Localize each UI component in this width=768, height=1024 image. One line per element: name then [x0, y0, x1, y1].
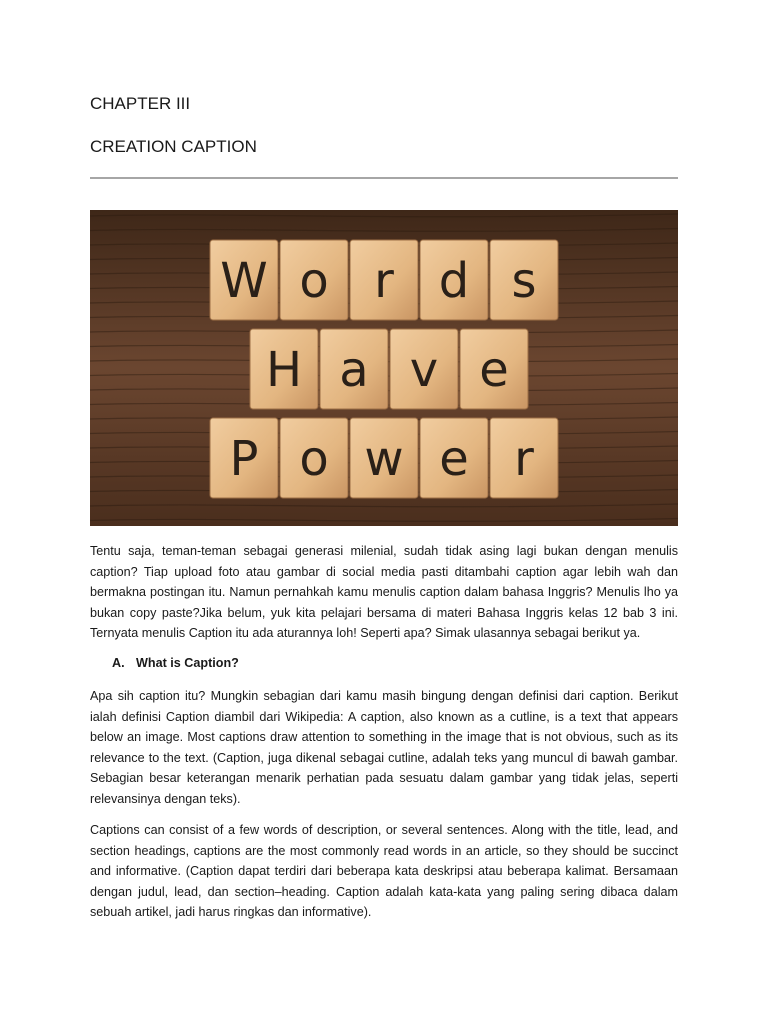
letter-tile: [320, 329, 388, 409]
tile-letter: e: [479, 342, 509, 398]
letter-tile: [280, 240, 348, 320]
definition-paragraph-text: Apa sih caption itu? Mungkin sebagian dari kamu masih bingung dengan definisi dari caption. Berikut ialah definisi Caption diambil dari Wikipedia: A caption, also known as a cutline, is a text that appears below an image. Most captions draw attention to something in the image that is not obvious, such as its relevance to the text. (Caption, juga dikenal sebagai cutline, adalah teks yang muncul di bawah gambar. Sebagian besar keterangan menarik perhatian pada sesuatu dalam gambar yang tidak jelas, seperti relevansinya dengan teks).: [90, 689, 678, 806]
tile-letter: r: [374, 253, 394, 309]
tile-letter: v: [409, 342, 439, 398]
intro-paragraph: [90, 541, 678, 644]
title-divider: [90, 177, 678, 179]
letter-tile: [210, 418, 278, 498]
words-have-power-image: [90, 210, 678, 526]
section-heading-a: [112, 656, 239, 670]
letter-tile: [460, 329, 528, 409]
tile-letter: r: [514, 431, 534, 487]
chapter-label: CHAPTER III: [90, 94, 191, 113]
letter-tile: [350, 418, 418, 498]
caption-details-paragraph-text: Captions can consist of a few words of description, or several sentences. Along with the title, lead, and section headings, captions are the most commonly read words in an article, so they should be succinct and informative. (Caption dapat terdiri dari beberapa kata deskripsi atau beberapa kalimat. Bersamaan dengan judul, lead, dan section–heading. Caption adalah kata-kata yang paling sering dibaca dalam sebuah artikel, jadi harus ringkas dan informative).: [90, 823, 678, 920]
tile-letter: o: [299, 253, 329, 309]
caption-details-paragraph: [90, 820, 678, 923]
letter-tile: [420, 240, 488, 320]
letter-tile: [490, 240, 558, 320]
letter-tile: [210, 240, 278, 320]
tile-letter: W: [220, 253, 268, 309]
definition-paragraph: [90, 686, 678, 810]
tile-letter: o: [299, 431, 329, 487]
tile-letter: e: [439, 431, 469, 487]
tile-letter: H: [265, 342, 303, 398]
tile-letter: d: [438, 253, 470, 309]
letter-tile: [250, 329, 318, 409]
page-title: CREATION CAPTION: [90, 137, 257, 156]
tile-letter: a: [339, 342, 369, 398]
section-heading-label: What is Caption?: [136, 656, 239, 670]
intro-paragraph-text: Tentu saja, teman-teman sebagai generasi milenial, sudah tidak asing lagi bukan dengan menulis caption? Tiap upload foto atau gambar di social media pasti ditambahi caption agar lebih wah dan bermakna postingan itu. Namun pernahkah kamu menulis caption dalam bahasa Inggris? Menulis lho ya bukan copy paste?Jika belum, yuk kita pelajari bersama di materi Bahasa Inggris kelas 12 bab 3 ini. Ternyata menulis Caption itu ada aturannya loh! Seperti apa? Simak ulasannya sebagai berikut ya.: [90, 544, 678, 641]
letter-tile: [280, 418, 348, 498]
section-number: A.: [112, 656, 125, 670]
tile-letter: s: [511, 253, 537, 309]
letter-tile: [420, 418, 488, 498]
tile-letter: w: [364, 431, 404, 487]
letter-tile: [350, 240, 418, 320]
tile-letter: P: [229, 431, 259, 487]
letter-tile: [390, 329, 458, 409]
letter-tile: [490, 418, 558, 498]
